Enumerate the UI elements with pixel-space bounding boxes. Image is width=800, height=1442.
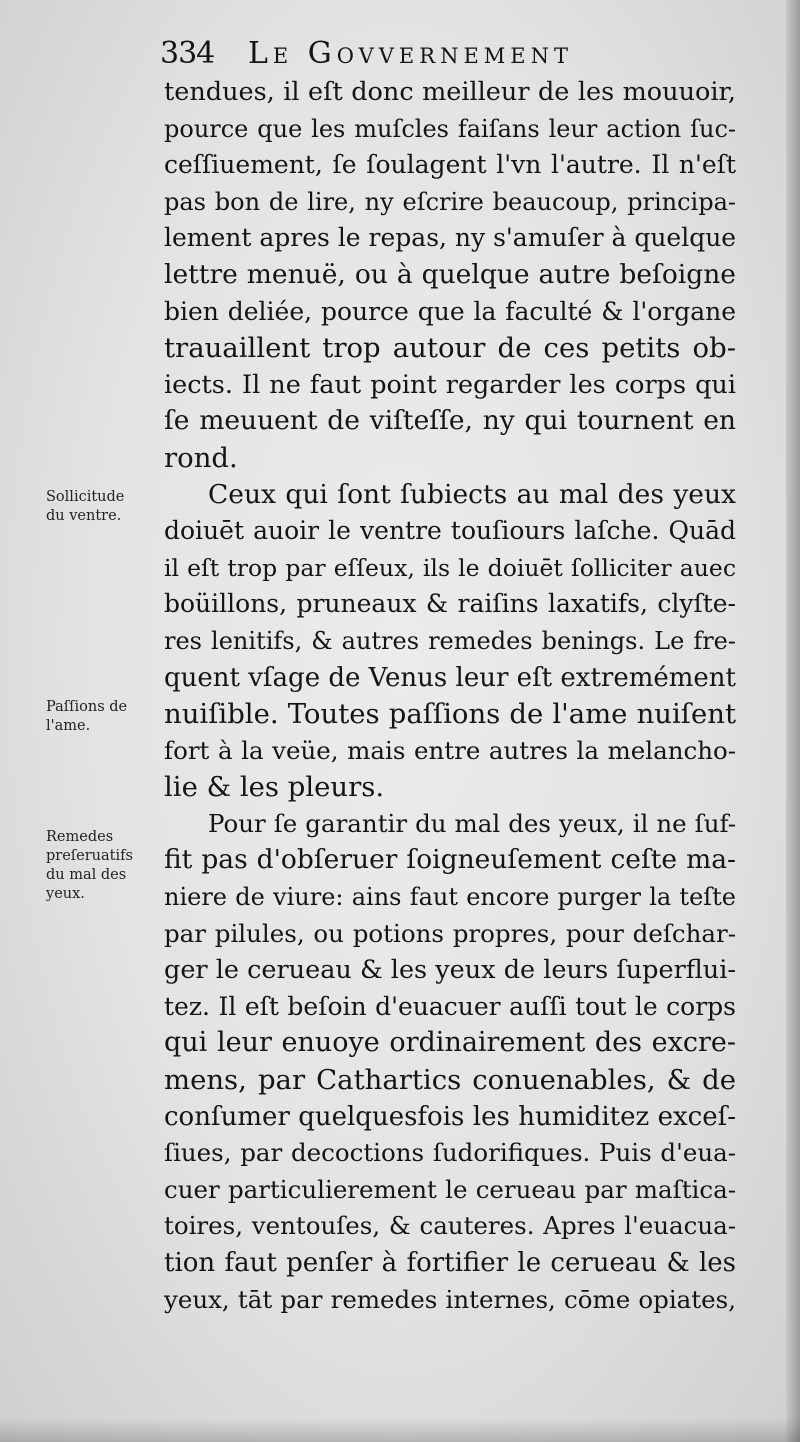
text-line: fit pas d'obſeruer ſoigneuſement ceſte ma- [164,844,736,876]
text-line: iects. Il ne faut point regarder les corps qui [164,369,736,400]
text-line: ceſſiuement, ſe ſoulagent l'vn l'autre. Il n'eſt [164,150,736,180]
text-line: pource que les muſcles faiſans leur action ſuc- [164,114,736,143]
text-line: rond. [164,441,238,474]
text-line: qui leur enuoye ordinairement des excre- [164,1027,736,1059]
page-bottom-shadow [0,1418,800,1442]
text-line: ſe meuuent de viſteſſe, ny qui tournent en [164,405,736,437]
marginal-note-line: yeux. [46,886,85,902]
marginal-note-line: du mal des [46,867,127,883]
text-line: il eſt trop par eſſeux, ils le doiuēt ſolliciter auec [164,553,736,582]
text-line: niere de viure: ains faut encore purger la teſte [164,883,736,912]
text-line: conſumer quelquesfois les humiditez exceſ- [164,1101,736,1132]
paragraph-start-line: Ceux qui ſont ſubiects au mal des yeux [208,478,736,510]
text-line: yeux, tāt par remedes internes, cōme opiates, [164,1284,736,1314]
text-line: trauaillent trop autour de ces petits ob- [164,332,736,365]
page-edge-shadow [786,0,800,1442]
text-line: pas bon de lire, ny eſcrire beaucoup, principa- [164,187,736,216]
text-line: lettre menuë, ou à quelque autre beſoigne [164,258,736,290]
text-line: bien deliée, pource que la faculté & l'organe [164,296,736,326]
marginal-note-line: l'ame. [46,718,91,734]
marginal-note-line: preſeruatifs [46,848,133,864]
marginal-note-sollicitude [46,488,158,526]
marginal-note-line: du ventre. [46,508,122,524]
text-line: quent vſage de Venus leur eſt extremément [164,662,736,693]
text-line: tion faut penſer à fortifier le cerueau & les [164,1248,736,1278]
marginal-note-line: Remedes [46,829,114,845]
text-line: cuer particulierement le cerueau par maſtica- [164,1174,736,1204]
text-line: doiuēt auoir le ventre touſiours laſche. Quād [164,516,736,546]
marginal-note-line: Sollicitude [46,489,125,505]
text-line: lie & les pleurs. [164,771,385,804]
text-line: tez. Il eſt beſoin d'euacuer auſſi tout le corps [164,991,736,1021]
text-line: ſiues, par decoctions ſudorifiques. Puis d'eua- [164,1138,736,1168]
marginal-note-passions [46,698,158,736]
text-line: tendues, il eſt donc meilleur de les mouuoir, [164,77,736,107]
text-line: res lenitifs, & autres remedes benings. Le fre- [164,626,736,655]
text-line: par pilules, ou potions propres, pour deſchar- [164,918,736,948]
running-title: Le Govvernement [248,36,573,71]
text-line: mens, par Cathartics conuenables, & de [164,1064,736,1097]
text-line: ger le cerueau & les yeux de leurs ſuperflui- [164,955,736,986]
text-line: fort à la veüe, mais entre autres la melancho- [164,735,736,765]
text-line: lement apres le repas, ny s'amuſer à quelque [164,223,737,253]
body-text [164,74,736,1318]
text-line: toires, ventouſes, & cauteres. Apres l'euacua- [164,1211,736,1241]
marginal-note-line: Paſſions de [46,699,128,715]
marginal-note-remedes [46,828,158,904]
text-line: boüillons, pruneaux & raiſins laxatifs, clyſte- [164,589,736,619]
paragraph-start-line: Pour ſe garantir du mal des yeux, il ne ſuf- [208,808,736,838]
page-number: 334 [160,36,215,71]
text-line: nuiſible. Toutes paſſions de l'ame nuiſent [164,698,736,731]
running-head [160,34,760,74]
